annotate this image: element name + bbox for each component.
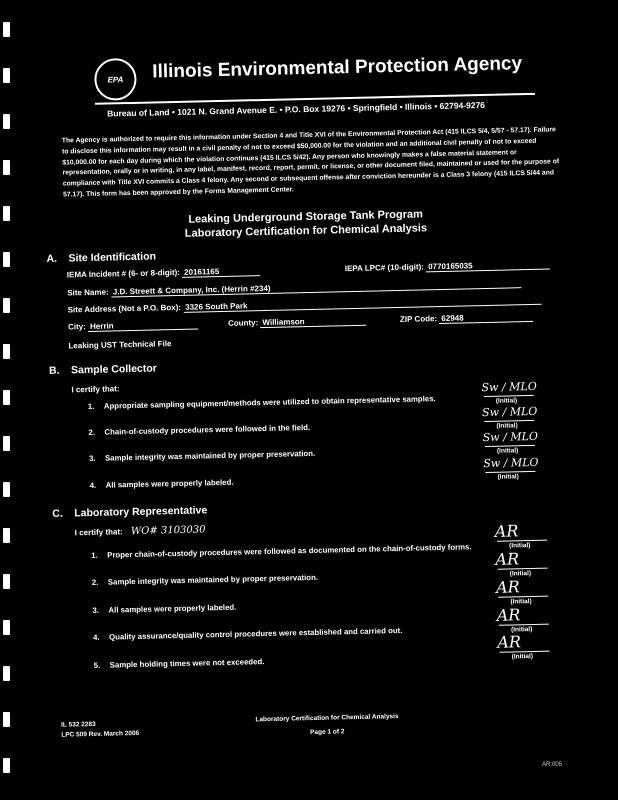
item-number: 1. — [87, 401, 95, 412]
section-letter: B. — [48, 364, 60, 377]
initial-label: (Initial) — [510, 626, 533, 634]
agency-name: Illinois Environmental Protection Agency — [152, 53, 523, 83]
sprocket-hole — [3, 758, 10, 773]
sprocket-hole — [3, 712, 10, 727]
lab-item — [92, 573, 318, 587]
handwritten-initial: AR — [495, 549, 520, 569]
collector-initial-4[interactable] — [483, 456, 544, 483]
sprocket-hole — [3, 620, 10, 635]
item-number: 5. — [93, 660, 101, 670]
letterhead — [94, 47, 534, 119]
site-name-label: Site Name: — [67, 287, 109, 298]
sprocket-hole — [3, 574, 10, 589]
legal-notice: The Agency is authorized to require this information under Section 4 and Title XVI of the Environmental Protection Act (415 ILCS 5/4, 5/57 - 57.17). Failure to disclose this information may result in a civil penalty of not to exceed $50,000.00 for the violation and an additional civil penalty of not to exceed $10,000.00 for each day during which the violation continues (415 ILCS 5/42). Any person who knowingly makes a false material statement or representation, orally or in writing, in any label, manifest, record, report, permit, or license, or other document filed, maintained or used for the purpose of compliance with Title XVI commits a Class 4 felony. Any second or subsequent offense after conviction hereunder is a Class 3 felony (415 ILCS 5/44 and 57.17). This form has been approved by the Forms Management Center. — [61, 126, 560, 199]
initial-label: (Initial) — [496, 447, 519, 455]
section-a-heading — [46, 250, 156, 264]
site-name-field — [67, 278, 521, 298]
item-text: Sample integrity was maintained by proper preservation. — [104, 448, 316, 463]
bureau-address: Bureau of Land • 1021 N. Grand Avenue E. • P.O. Box 19276 • Springfield • Illinois • 62794-9276 — [107, 99, 486, 119]
site-address-label: Site Address (Not a P.O. Box): — [67, 302, 182, 315]
sprocket-hole — [3, 344, 10, 359]
collector-item — [88, 423, 310, 437]
sprocket-hole — [3, 528, 10, 543]
item-text: Appropriate sampling equipment/methods were utilized to obtain representative samples. — [103, 394, 436, 411]
handwritten-initial: AR — [496, 605, 521, 625]
program-title — [26, 204, 586, 245]
lab-certify-label: I certify that: — [74, 527, 123, 538]
form-page — [22, 34, 599, 787]
initial-label: (Initial) — [495, 397, 518, 405]
initial-label: (Initial) — [497, 473, 519, 481]
initial-label: (Initial) — [509, 542, 531, 550]
section-title: Laboratory Representative — [74, 504, 208, 520]
sprocket-hole — [3, 436, 10, 451]
sprocket-hole — [3, 68, 10, 83]
lab-initial-1[interactable] — [494, 521, 556, 551]
film-sprocket-strip — [0, 0, 14, 800]
form-number: IL 532 2283 — [61, 720, 96, 729]
sprocket-hole — [3, 298, 10, 313]
lab-item — [91, 542, 471, 560]
form-number-block — [61, 719, 139, 741]
collector-initial-3[interactable] — [483, 430, 544, 457]
county-field — [228, 316, 367, 329]
lab-certify — [75, 524, 206, 538]
iema-value[interactable]: 20161165 — [182, 266, 260, 278]
sprocket-hole — [3, 206, 10, 221]
lpc-field — [345, 260, 551, 275]
initial-label: (Initial) — [496, 422, 518, 430]
item-number: 1. — [91, 550, 98, 560]
section-c-heading — [52, 504, 207, 520]
form-revision: LPC 509 Rev. March 2006 — [61, 729, 140, 739]
program-title-line2: Laboratory Certification for Chemical Analysis — [184, 222, 428, 240]
sprocket-hole — [3, 114, 10, 129]
program-title-line1: Leaking Underground Storage Tank Program — [188, 208, 423, 226]
lab-initial-5[interactable] — [497, 632, 558, 662]
item-text: Proper chain-of-custody procedures were followed as documented on the chain-of-custody forms. — [107, 542, 472, 560]
handwritten-work-order: WO# 3103030 — [130, 524, 206, 538]
initial-label: (Initial) — [509, 570, 532, 578]
handwritten-initial: AR — [494, 521, 519, 541]
item-text: Sample holding times were not exceeded. — [109, 657, 265, 670]
site-address-value[interactable]: 3326 South Park — [183, 295, 541, 313]
lab-item — [93, 626, 402, 642]
item-number: 4. — [93, 632, 100, 642]
handwritten-initial: Sw / MLO — [481, 404, 538, 420]
county-value[interactable]: Williamson — [260, 316, 366, 328]
lab-item — [94, 657, 265, 670]
sprocket-hole — [3, 252, 10, 267]
item-number: 3. — [88, 453, 96, 464]
collector-initial-1[interactable] — [481, 380, 542, 407]
section-b-heading — [49, 362, 157, 376]
city-field — [68, 320, 198, 333]
footer-form-title: Laboratory Certification for Chemical Analysis — [255, 713, 399, 724]
item-number: 3. — [92, 605, 100, 615]
section-letter: A. — [46, 252, 58, 265]
sprocket-hole — [3, 390, 10, 405]
section-letter: C. — [52, 507, 63, 520]
page-number: Page 1 of 2 — [310, 728, 345, 737]
handwritten-initial: Sw / MLO — [482, 429, 539, 445]
item-number: 4. — [89, 480, 97, 491]
sprocket-hole — [3, 666, 10, 681]
item-number: 2. — [88, 427, 96, 438]
item-text: Sample integrity was maintained by proper preservation. — [107, 572, 319, 587]
county-label: County: — [227, 318, 259, 328]
collector-item — [88, 394, 436, 411]
footer-center — [227, 709, 428, 742]
item-text: Quality assurance/quality control procedures were established and carried out. — [108, 625, 403, 642]
handwritten-initial: Sw / MLO — [483, 455, 539, 471]
handwritten-initial: Sw / MLO — [481, 379, 537, 395]
ar-stamp-number: AR.005 — [542, 762, 563, 768]
collector-item — [90, 478, 234, 490]
item-text: All samples were properly labeled. — [105, 477, 234, 490]
zip-label: ZIP Code: — [399, 314, 438, 324]
section-title: Sample Collector — [70, 362, 157, 377]
initial-label: (Initial) — [511, 653, 534, 661]
lab-initial-3[interactable] — [495, 577, 557, 607]
lab-item — [92, 603, 236, 615]
city-value[interactable]: Herrin — [88, 320, 198, 332]
iema-incident-field — [67, 266, 260, 280]
sprocket-hole — [3, 160, 10, 175]
lpc-label: IEPA LPC# (10-digit): — [344, 262, 425, 274]
zip-value[interactable]: 62948 — [439, 312, 533, 324]
collector-certify: I certify that: — [71, 384, 120, 395]
item-number: 2. — [91, 577, 99, 587]
site-name-value[interactable]: J.D. Streett & Company, Inc. (Herrin #234) — [111, 278, 521, 297]
collector-initial-2[interactable] — [482, 405, 543, 432]
handwritten-initial: AR — [495, 577, 520, 597]
agency-seal-icon: EPA — [94, 58, 137, 101]
lab-initial-2[interactable] — [495, 549, 556, 579]
section-title: Site Identification — [68, 250, 157, 265]
zip-field — [400, 312, 534, 325]
iema-label: IEMA Incident # (6- or 8-digit): — [66, 267, 180, 280]
item-text: Chain-of-custody procedures were followed in the field. — [104, 423, 311, 437]
sprocket-hole — [3, 22, 10, 37]
item-text: All samples were properly labeled. — [108, 602, 237, 615]
collector-item — [89, 449, 315, 463]
sprocket-hole — [3, 482, 10, 497]
city-label: City: — [67, 322, 86, 332]
technical-file-label: Leaking UST Technical File — [68, 339, 172, 351]
handwritten-initial: AR — [497, 632, 522, 652]
lpc-value[interactable]: 0770165035 — [426, 260, 550, 273]
initial-label: (Initial) — [510, 598, 532, 606]
